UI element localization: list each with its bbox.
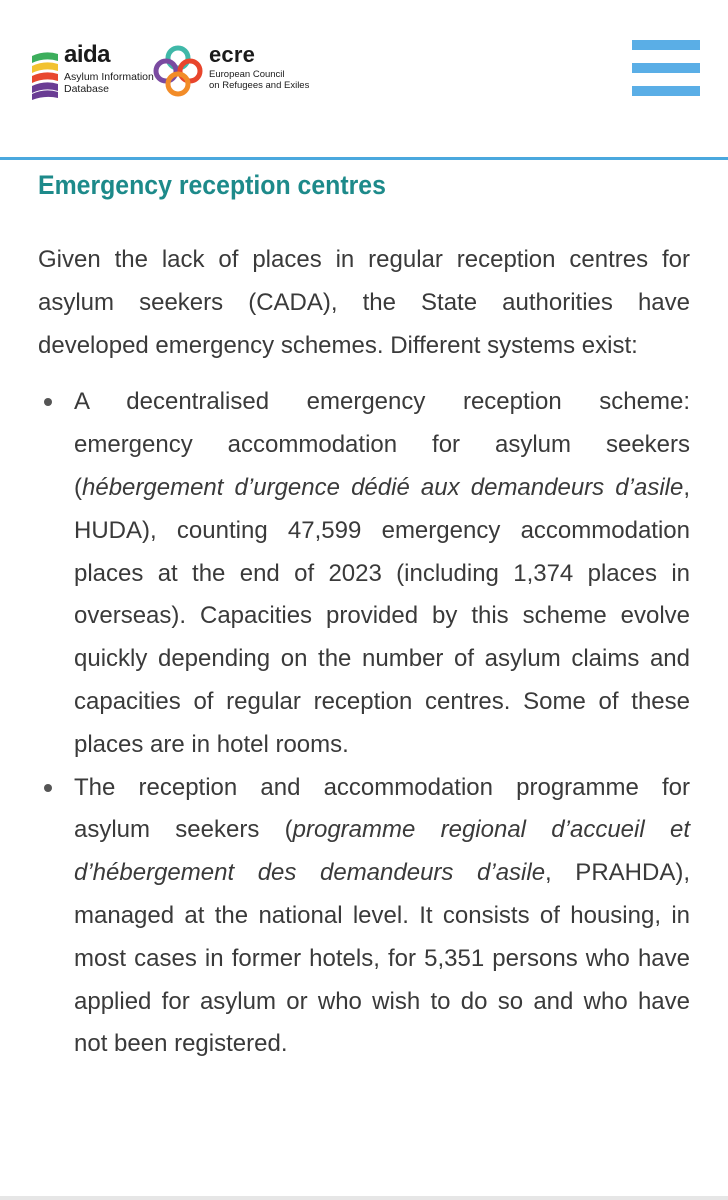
aida-logo[interactable] bbox=[30, 41, 160, 104]
list-item bbox=[38, 767, 690, 1067]
aida-logo-mark-icon bbox=[30, 50, 60, 100]
hamburger-menu-icon[interactable] bbox=[632, 40, 700, 96]
bottom-edge bbox=[0, 1196, 728, 1200]
aida-logo-word: aida bbox=[64, 41, 111, 68]
aida-logo-subtitle bbox=[64, 71, 154, 95]
list-item-italic-term: programme regional d’accueil et d’hébergement des demandeurs d’asile bbox=[74, 816, 690, 887]
ecre-logo[interactable] bbox=[152, 44, 322, 100]
list-item-italic-term: hébergement d’urgence dédié aux demandeurs d’asile bbox=[82, 473, 684, 501]
menu-bar bbox=[632, 63, 700, 73]
site-header bbox=[0, 0, 728, 157]
main-content bbox=[38, 163, 690, 1066]
bullet-dot-icon bbox=[44, 398, 52, 406]
ecre-subtitle-line: on Refugees and Exiles bbox=[209, 80, 310, 91]
reception-systems-list bbox=[38, 381, 690, 1066]
aida-subtitle-line: Database bbox=[64, 83, 109, 95]
list-item-text: , PRAHDA), managed at the national level. It consists of housing, in most cases in former hotels, for 5,351 persons who have applied for asylum or who wish to do so and who have not been registered. bbox=[74, 859, 690, 1058]
intro-paragraph: Given the lack of places in regular reception centres for asylum seekers (CADA), the State authorities have developed emergency schemes. Different systems exist: bbox=[38, 246, 690, 359]
list-item-text: A decentralised emergency reception scheme: emergency accommodation for asylum seekers ( bbox=[74, 388, 690, 501]
section-title: Emergency reception centres bbox=[38, 170, 386, 200]
ecre-logo-word: ecre bbox=[209, 42, 256, 67]
ecre-subtitle-line: European Council bbox=[209, 69, 285, 80]
ecre-logo-mark-icon bbox=[152, 44, 204, 98]
list-item-text: , HUDA), counting 47,599 emergency accommodation places at the end of 2023 (including 1,374 places in overseas). Capacities provided by this scheme evolve quickly depending on the number of asylum claims and capacities of regular reception centres. Some of these places are in hotel rooms. bbox=[74, 473, 690, 758]
ecre-logo-subtitle bbox=[209, 69, 309, 91]
header-divider bbox=[0, 157, 728, 160]
aida-subtitle-line: Asylum Information bbox=[64, 71, 154, 83]
list-item-text: The reception and accommodation programme for asylum seekers ( bbox=[74, 773, 690, 844]
menu-bar bbox=[632, 40, 700, 50]
menu-bar bbox=[632, 86, 700, 96]
bullet-dot-icon bbox=[44, 784, 52, 792]
list-item bbox=[38, 381, 690, 766]
